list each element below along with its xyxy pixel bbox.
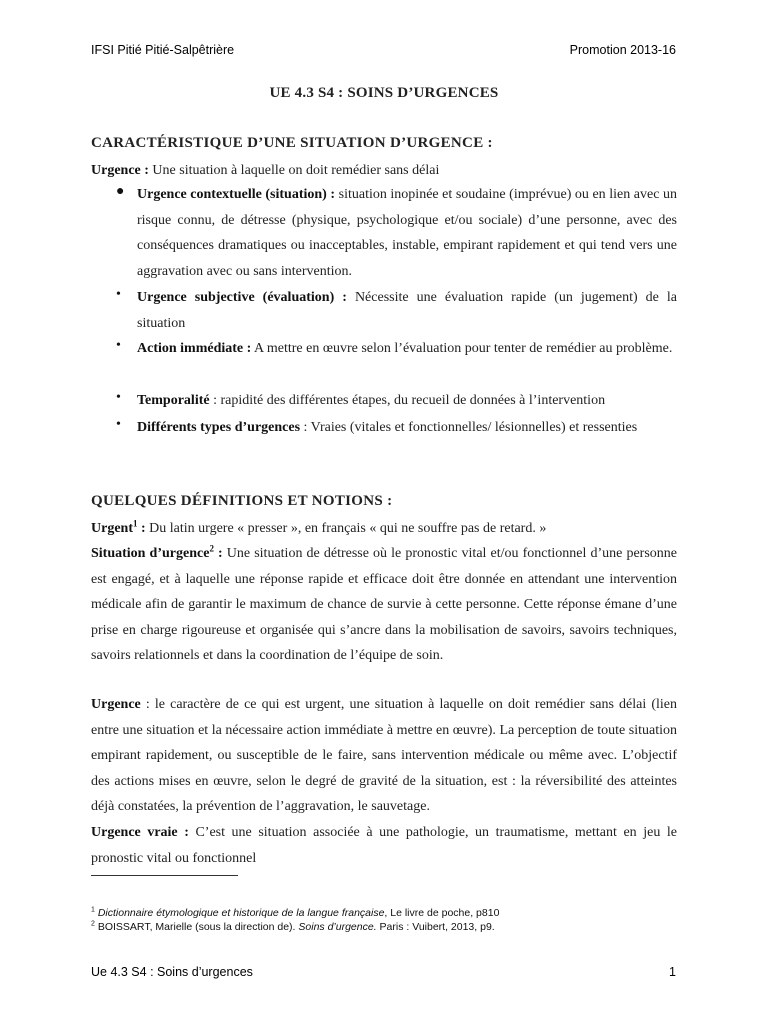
footnote-separator [91,875,238,876]
bullet-item [137,182,677,284]
bullet-item [137,388,677,414]
bullet-icon: • [116,390,121,405]
footnote-2: $^2$ BOISSART, Marielle (sous la direction de). Soins d’urgence. Paris : Vuibert, 2013, p9. [91,920,495,933]
bullet-term: Urgence subjective (évaluation) : [137,290,347,305]
bullet-text: : rapidité des différentes étapes, du recueil de données à l’intervention [209,393,606,408]
footnote-1: $^1$ Dictionnaire étymologique et historique de la langue française, Le livre de poche, p810 [91,906,500,919]
section-heading-definitions: QUELQUES DÉFINITIONS ET NOTIONS : [91,493,393,509]
definition-text: Une situation à laquelle on doit remédier sans délai [148,163,440,178]
bullet-icon: ● [116,184,125,199]
definition-urgent [91,516,677,542]
footer-left: Ue 4.3 S4 : Soins d’urgences [91,965,253,979]
page-number: 1 [669,965,676,979]
section-heading-characteristics: CARACTÉRISTIQUE D’UNE SITUATION D’URGENCE : [91,135,493,151]
bullet-item [137,285,677,336]
bullet-item [137,415,677,441]
bullet-term: Urgence contextuelle (situation) : [137,187,336,202]
definition-situation-urgence [91,541,677,669]
bullet-icon: • [116,417,121,432]
term: Urgence : [91,163,149,178]
bullet-term: Différents types d’urgences [137,420,301,435]
bullet-text: A mettre en œuvre selon l’évaluation pour tenter de remédier au problème. [251,341,673,356]
definition-urgence [91,692,677,820]
bullet-text: Nécessite une évaluation rapide (un jugement) de la situation [137,290,677,331]
definition-text: Une situation de détresse où le pronostic vital et/ou fonctionnel d’une personne est engagé, et à laquelle une réponse rapide et efficace doit être donnée en attendant une intervention médicale afin de garantir le maximum de chance de survie à cette personne. Cette réponse émane d’une prise en charge rigoureuse et organisée qui s’ancre dans la mobilisation de savoirs, savoirs techniques, savoirs relationnels et dans la coordination de l’équipe de soin. [91,546,677,664]
bullet-text: : Vraies (vitales et fonctionnelles/ lésionnelles) et ressenties [300,420,638,435]
header-left: IFSI Pitié Pitié-Salpêtrière [91,43,235,57]
bullet-term: Temporalité [137,393,210,408]
bullet-text: situation inopinée et soudaine (imprévue) ou en lien avec un risque connu, de détresse (physique, psychologique et/ou sociale) d’une personne, avec des conséquences dramatiques ou inacceptables, instable, empirant rapidement et qui tend vers une aggravation avec ou sans intervention. [137,187,677,279]
term: Urgent$^1$ : [91,518,146,536]
footnote-ref: 2 [209,543,214,554]
bullet-icon: • [116,287,121,302]
bullet-item [137,336,677,362]
term: Urgence [91,697,141,712]
term: Situation d’urgence$^2$ : [91,543,223,561]
urgence-definition [91,158,677,184]
header-right: Promotion 2013-16 [569,43,676,57]
definition-text: Du latin urgere « presser », en français « qui ne souffre pas de retard. » [145,521,547,536]
definition-urgence-vraie [91,820,677,871]
term: Urgence vraie : [91,825,189,840]
definition-text: C’est une situation associée à une pathologie, un traumatisme, mettant en jeu le pronostic vital ou fonctionnel [91,825,678,866]
document-title: UE 4.3 S4 : SOINS D’URGENCES [269,85,499,101]
bullet-term: Action immédiate : [137,341,252,356]
definition-text: : le caractère de ce qui est urgent, une situation à laquelle on doit remédier sans délai (lien entre une situation et la nécessaire action immédiate à mettre en œuvre). La perception de toute situation empirant rapidement, ou susceptible de le faire, sans intervention médicale ou même avec. L’objectif des actions mises en œuvre, selon le degré de gravité de la situation, est : la réversibilité des atteintes déjà constatées, la prévention de l’aggravation, le sauvetage. [91,697,677,815]
bullet-icon: • [116,338,121,353]
footnote-ref: 1 [133,518,138,529]
